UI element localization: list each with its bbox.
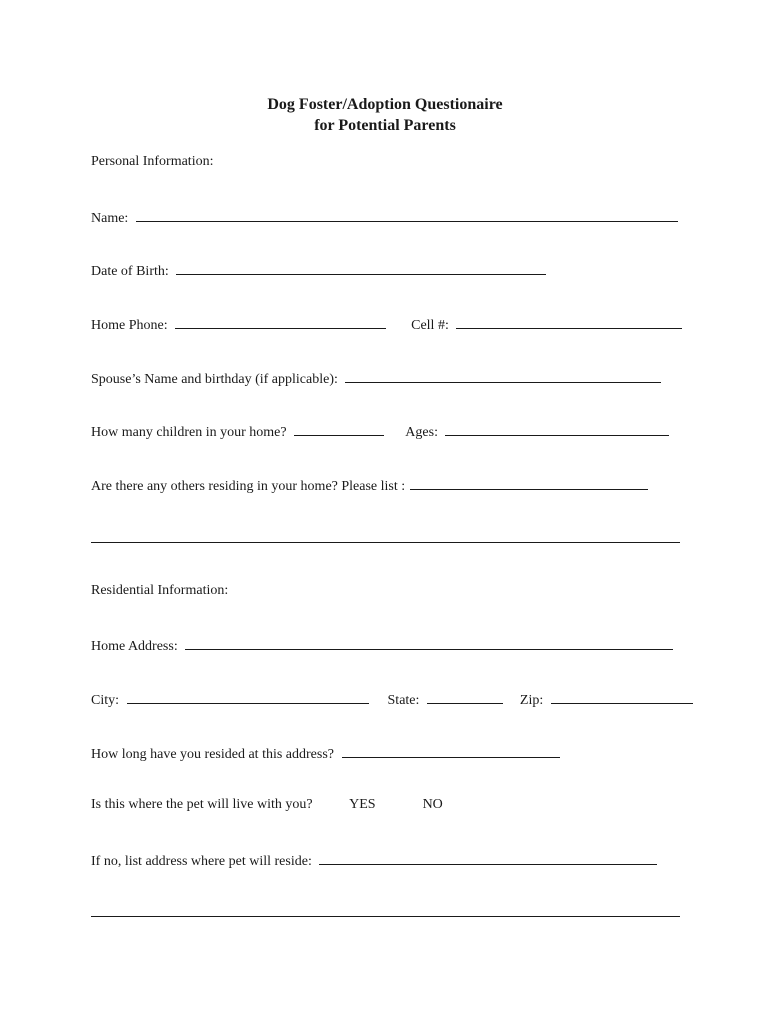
cell-field[interactable] xyxy=(456,314,682,329)
pet-address-field[interactable] xyxy=(319,850,657,865)
others-label: Are there any others residing in your home? Please list : xyxy=(91,479,406,494)
title-line-1: Dog Foster/Adoption Questionaire xyxy=(267,96,503,113)
zip-label: Zip: xyxy=(519,693,544,708)
pet-live-label: Is this where the pet will live with you? xyxy=(91,797,313,812)
pet-address-continuation-line[interactable] xyxy=(91,916,680,917)
yes-option[interactable]: YES xyxy=(349,797,376,812)
children-field[interactable] xyxy=(294,421,384,436)
name-label: Name: xyxy=(91,211,129,226)
dob-field[interactable] xyxy=(176,260,546,275)
resided-label: How long have you resided at this address? xyxy=(91,747,334,762)
others-row xyxy=(91,475,648,496)
residential-info-heading: Residential Information: xyxy=(91,583,229,598)
home-address-label: Home Address: xyxy=(91,639,178,654)
home-phone-label: Home Phone: xyxy=(91,318,168,333)
state-field[interactable] xyxy=(427,689,503,704)
ages-field[interactable] xyxy=(445,421,669,436)
personal-info-heading: Personal Information: xyxy=(91,154,214,169)
no-option[interactable]: NO xyxy=(422,797,443,812)
home-phone-field[interactable] xyxy=(175,314,386,329)
pet-live-row xyxy=(91,796,443,814)
resided-field[interactable] xyxy=(342,743,560,758)
resided-row xyxy=(91,743,560,764)
home-address-row xyxy=(91,635,673,656)
cell-label: Cell #: xyxy=(411,318,449,333)
city-label: City: xyxy=(91,693,120,708)
home-address-field[interactable] xyxy=(185,635,673,650)
title-line-2: for Potential Parents xyxy=(314,117,456,134)
others-continuation-line[interactable] xyxy=(91,542,680,543)
phone-row xyxy=(91,314,682,335)
if-no-row xyxy=(91,850,657,871)
spouse-field[interactable] xyxy=(345,368,661,383)
form-title xyxy=(0,94,770,136)
children-row xyxy=(91,421,669,442)
dob-label: Date of Birth: xyxy=(91,264,169,279)
dob-row xyxy=(91,260,546,281)
spouse-label: Spouse’s Name and birthday (if applicable): xyxy=(91,372,338,387)
others-field[interactable] xyxy=(410,475,648,490)
state-label: State: xyxy=(387,693,420,708)
name-row xyxy=(91,207,678,228)
children-label: How many children in your home? xyxy=(91,425,287,440)
ages-label: Ages: xyxy=(405,425,438,440)
zip-field[interactable] xyxy=(551,689,693,704)
name-field[interactable] xyxy=(136,207,678,222)
spouse-row xyxy=(91,368,661,389)
city-field[interactable] xyxy=(127,689,369,704)
city-state-zip-row xyxy=(91,689,693,710)
if-no-label: If no, list address where pet will reside: xyxy=(91,854,312,869)
